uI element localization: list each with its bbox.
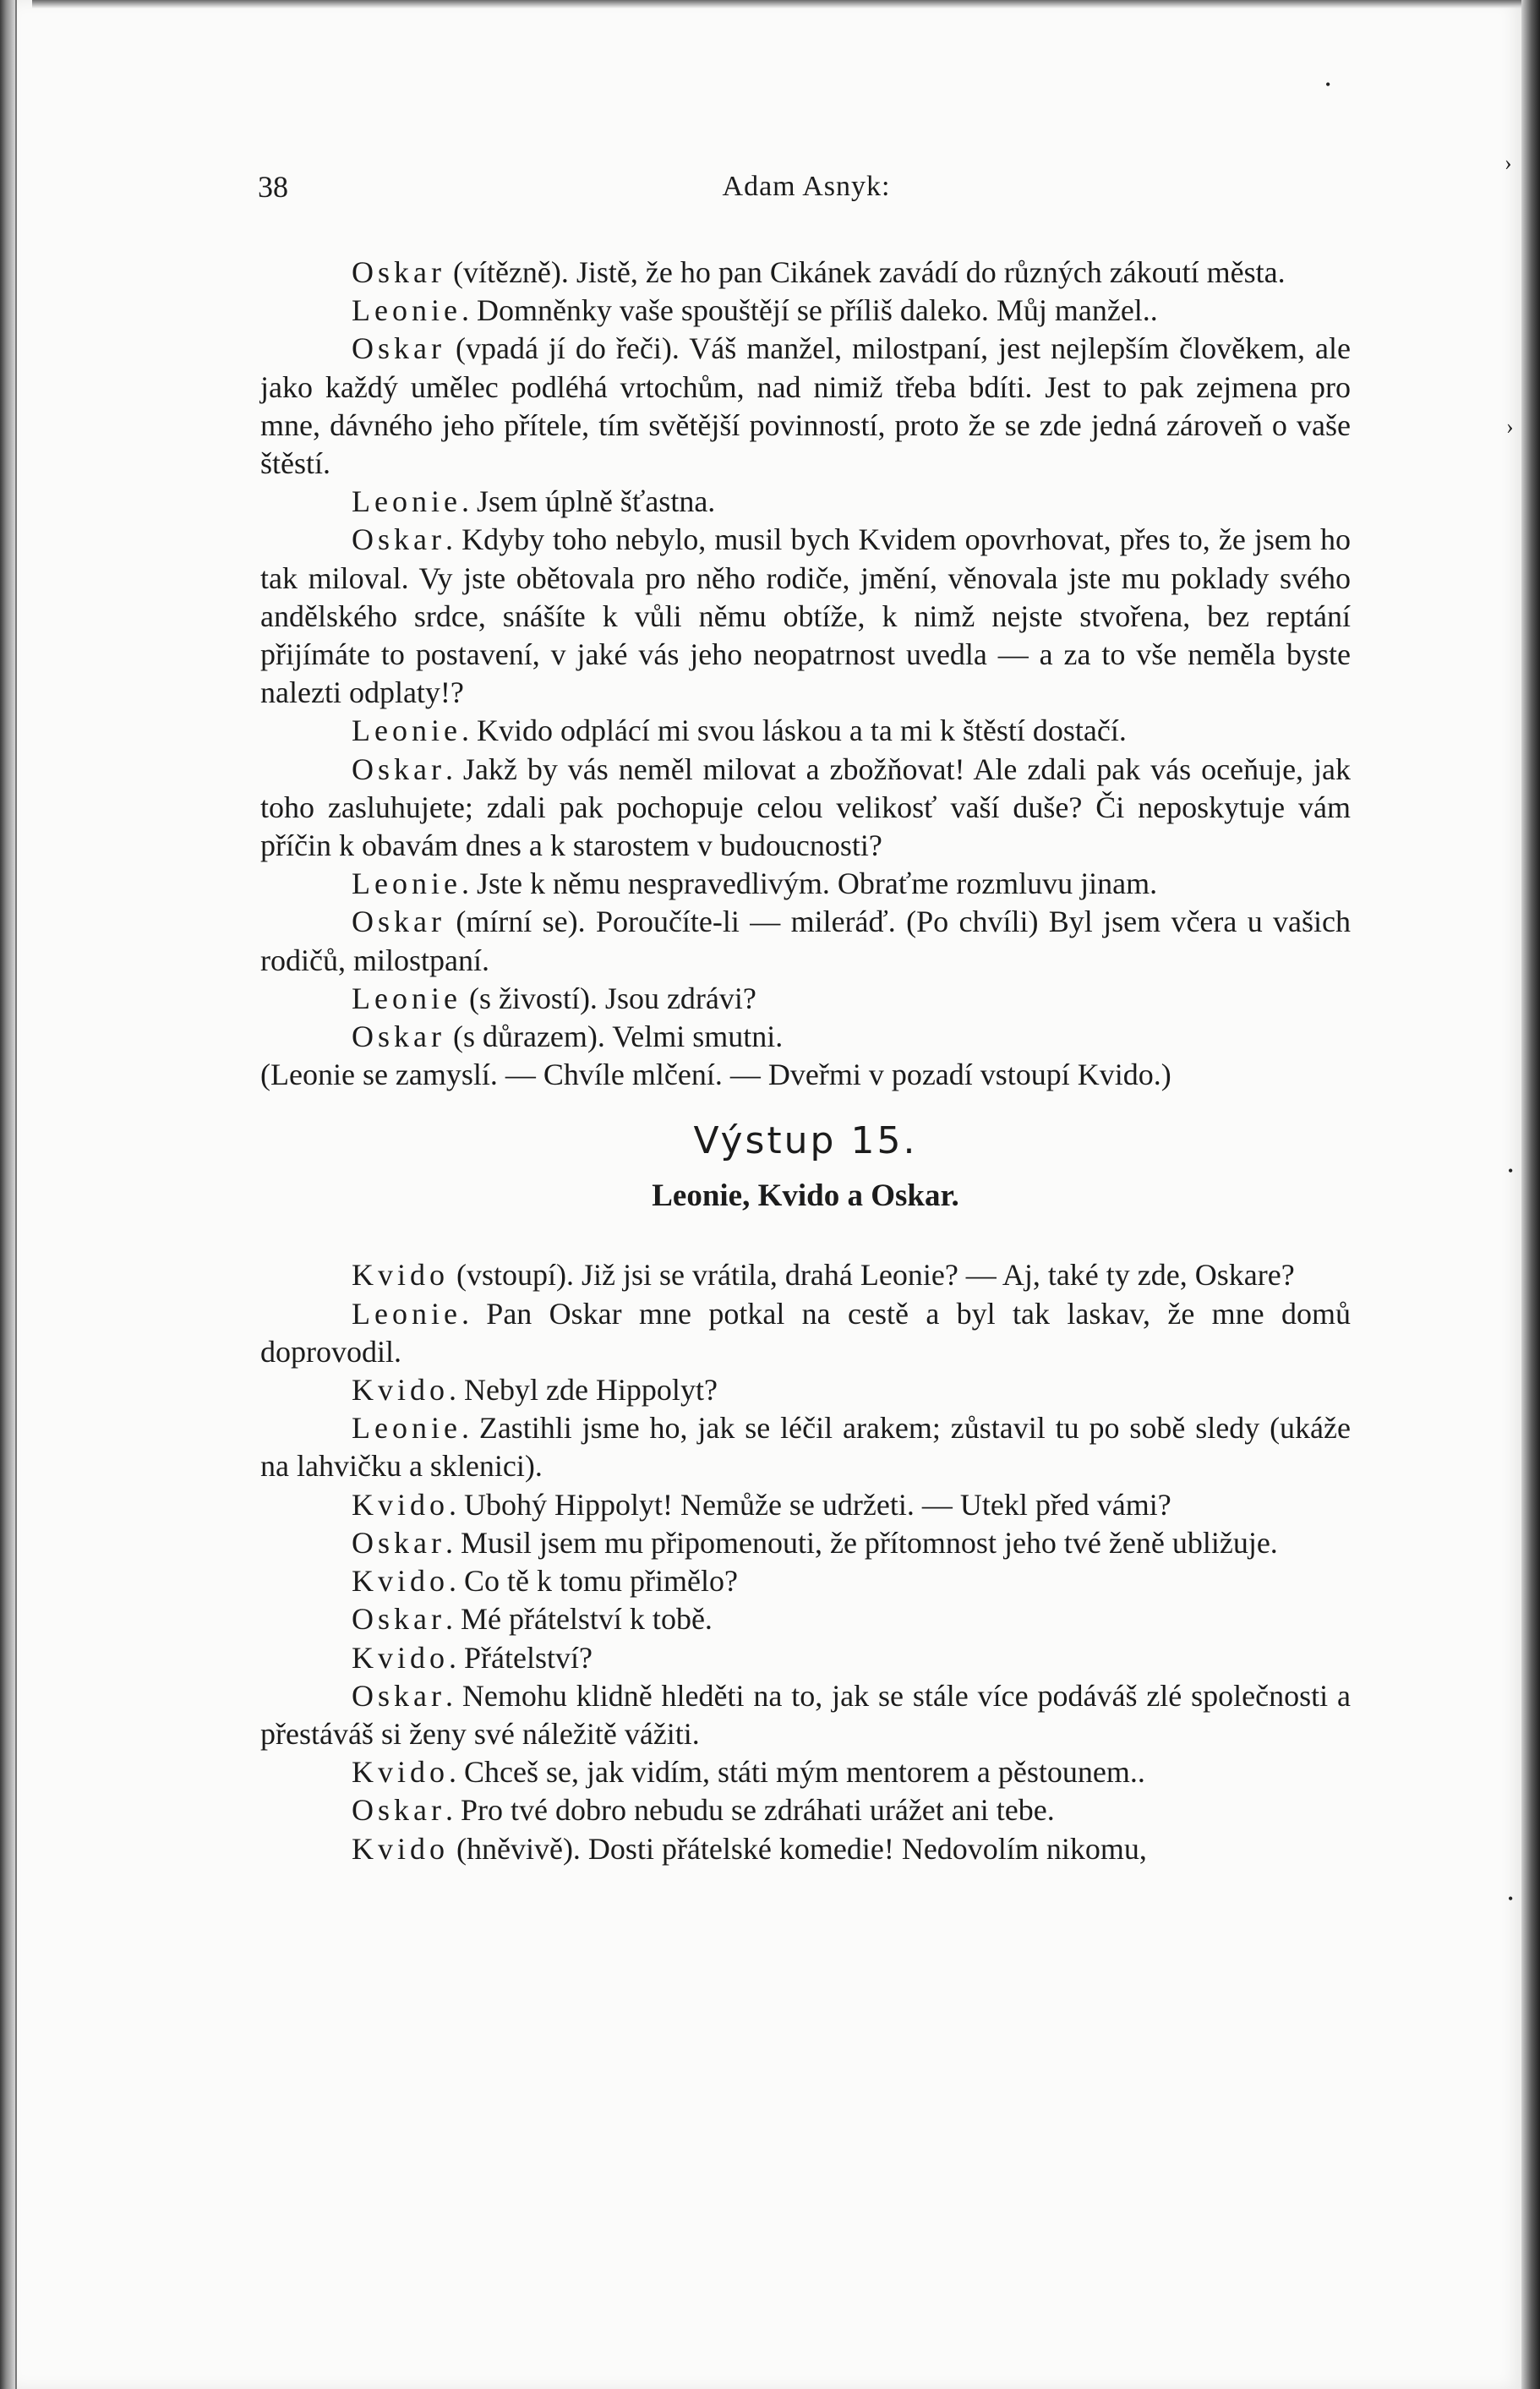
- speaker-name: Oskar: [352, 1793, 445, 1828]
- speaker-name: Oskar: [352, 255, 445, 289]
- dialogue-line: [260, 1677, 1351, 1753]
- dialogue-line: [260, 1524, 1351, 1562]
- page-number: 38: [258, 170, 288, 204]
- stage-direction: [260, 1056, 1351, 1094]
- dialogue-line: [260, 865, 1351, 903]
- line-text: . Chceš se, jak vidím, státi mým mentorem a pěstounem..: [449, 1755, 1145, 1790]
- line-text: (mírní se). Poroučíte-li — mileráď. (Po chvíli) Byl jsem včera u vašich rodičů, milostpaní.: [260, 905, 1351, 977]
- line-text: . Musil jsem mu připomenouti, že přítomnost jeho tvé ženě ubližuje.: [445, 1525, 1278, 1560]
- line-text: . Pro tvé dobro nebudu se zdráhati urážet ani tebe.: [445, 1793, 1055, 1828]
- speaker-name: Kvido: [352, 1564, 449, 1599]
- speaker-name: Kvido: [352, 1640, 449, 1675]
- line-text: . Ubohý Hippolyt! Nemůže se udržeti. — Utekl před vámi?: [449, 1487, 1171, 1522]
- running-head: [258, 169, 1355, 211]
- scan-right-edge: [1521, 0, 1540, 2389]
- line-text: . Kvido odplácí mi svou láskou a ta mi k štěstí dostačí.: [461, 713, 1127, 748]
- scan-left-edge: [0, 0, 15, 2389]
- margin-dot: •: [1325, 76, 1331, 93]
- margin-mark: ›: [1505, 150, 1512, 175]
- line-text: (vpadá jí do řeči). Váš manžel, milostpaní, jest nejlepším člověkem, ale jako každý umělec podléhá vrtochům, nad nimiž třeba bdíti. Jest to pak zejmena pro mne, dávného jeho přítele, tím světější povinností, proto že se zde jedná zároveň o vaše štěstí.: [260, 331, 1351, 481]
- line-text: . Jakž by vás neměl milovat a zbožňovat! Ale zdali pak vás oceňuje, jak toho zasluhujete; zdali pak pochopuje celou velikosť vaší duše? Či neposkytuje vám příčin k obavám dnes a k starostem v budoucnosti?: [260, 752, 1351, 863]
- scene-cast: Leonie, Kvido a Oskar.: [652, 1178, 959, 1214]
- line-text: . Zastihli jsme ho, jak se léčil arakem; zůstavil tu po sobě sledy (ukáže na lahvičku a sklenici).: [260, 1411, 1351, 1484]
- dialogue-line: [260, 751, 1351, 866]
- dialogue-line: [260, 1409, 1351, 1485]
- line-text: . Přátelství?: [449, 1640, 593, 1675]
- speaker-name: Oskar: [352, 752, 445, 786]
- dialogue-line: [260, 1256, 1351, 1294]
- line-text: . Jsem úplně šťastna.: [461, 484, 716, 519]
- line-text: . Domněnky vaše spouštějí se příliš daleko. Můj manžel..: [461, 293, 1158, 328]
- line-text: . Mé přátelství k tobě.: [445, 1602, 713, 1637]
- dialogue-line: [260, 483, 1351, 521]
- line-text: (hněvivě). Dosti přátelské komedie! Nedovolím nikomu,: [449, 1831, 1147, 1866]
- dialogue-line: [260, 1639, 1351, 1677]
- dialogue-block-1: [260, 254, 1351, 1094]
- line-text: (vstoupí). Již jsi se vrátila, drahá Leonie? — Aj, také ty zde, Oskare?: [449, 1258, 1295, 1293]
- line-text: . Pan Oskar mne potkal na cestě a byl tak laskav, že mne domů doprovodil.: [260, 1296, 1351, 1369]
- book-page: [15, 0, 1523, 2389]
- line-text: . Nebyl zde Hippolyt?: [449, 1373, 718, 1408]
- speaker-name: Oskar: [352, 1678, 445, 1713]
- scene-heading: Výstup 15.: [693, 1119, 918, 1163]
- dialogue-block-2: [260, 1256, 1351, 1867]
- dialogue-line: [260, 1791, 1351, 1829]
- play-text: [260, 254, 1351, 1868]
- dialogue-line: [260, 903, 1351, 979]
- line-text: . Kdyby toho nebylo, musil bych Kvidem opovrhovat, přes to, že jsem ho tak miloval. Vy jste obětovala pro něho rodiče, jmění, věnovala jste mu poklady svého andělského srdce, snášíte k vůli němu obtíže, k nimž nejste stvořena, bez reptání přijímáte to postavení, v jaké vás jeho neopatrnost uvedla — a za to vše neměla byste nalezti odplaty!?: [260, 522, 1351, 710]
- running-title: Adam Asnyk:: [722, 171, 891, 202]
- speaker-name: Kvido: [352, 1487, 449, 1522]
- speaker-name: Oskar: [352, 1602, 445, 1637]
- line-text: . Nemohu klidně hleděti na to, jak se stále více podáváš zlé společnosti a přestáváš si ženy své náležitě vážiti.: [260, 1678, 1351, 1751]
- speaker-name: Kvido: [352, 1258, 449, 1293]
- dialogue-line: [260, 1018, 1351, 1056]
- speaker-name: Oskar: [352, 905, 445, 939]
- speaker-name: Oskar: [352, 1020, 445, 1054]
- dialogue-line: [260, 1371, 1351, 1409]
- dialogue-line: [260, 1830, 1351, 1868]
- line-text: (vítězně). Jistě, že ho pan Cikánek zavádí do různých zákoutí města.: [445, 255, 1286, 289]
- line-text: (s důrazem). Velmi smutni.: [445, 1020, 784, 1054]
- speaker-name: Oskar: [352, 1525, 445, 1560]
- dialogue-line: [260, 980, 1351, 1018]
- margin-mark: •: [1508, 1162, 1514, 1179]
- dialogue-line: [260, 1486, 1351, 1524]
- dialogue-line: [260, 521, 1351, 712]
- dialogue-line: [260, 292, 1351, 330]
- line-text: . Jste k němu nespravedlivým. Obraťme rozmluvu jinam.: [461, 866, 1158, 901]
- speaker-name: Leonie: [352, 484, 461, 519]
- dialogue-line: [260, 330, 1351, 483]
- speaker-name: Kvido: [352, 1831, 449, 1866]
- speaker-name: Oskar: [352, 331, 445, 366]
- speaker-name: Leonie: [352, 293, 461, 328]
- line-text: . Co tě k tomu přimělo?: [449, 1564, 738, 1599]
- speaker-name: Leonie: [352, 1296, 461, 1331]
- speaker-name: Kvido: [352, 1373, 449, 1408]
- speaker-name: Leonie: [352, 1411, 461, 1446]
- speaker-name: Leonie: [352, 981, 461, 1015]
- dialogue-line: [260, 1753, 1351, 1791]
- margin-mark: ›: [1506, 414, 1514, 439]
- margin-mark: •: [1508, 1890, 1514, 1907]
- speaker-name: Kvido: [352, 1755, 449, 1790]
- speaker-name: Leonie: [352, 866, 461, 901]
- line-text: (s živostí). Jsou zdrávi?: [461, 981, 756, 1015]
- line-text: (Leonie se zamyslí. — Chvíle mlčení. — Dveřmi v pozadí vstoupí Kvido.): [260, 1058, 1171, 1092]
- dialogue-line: [260, 1562, 1351, 1600]
- dialogue-line: [260, 254, 1351, 292]
- dialogue-line: [260, 1295, 1351, 1371]
- dialogue-line: [260, 712, 1351, 750]
- scan-top-edge: [32, 0, 1538, 8]
- speaker-name: Leonie: [352, 713, 461, 748]
- dialogue-line: [260, 1600, 1351, 1638]
- speaker-name: Oskar: [352, 522, 445, 557]
